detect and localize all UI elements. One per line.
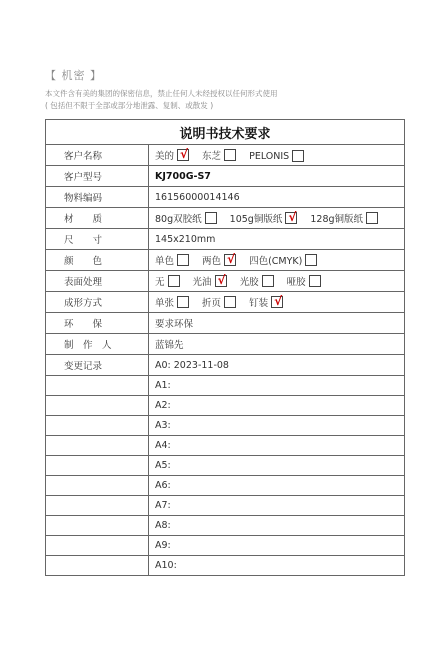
option-single-sheet xyxy=(155,295,189,309)
checkbox-midea[interactable] xyxy=(177,149,189,161)
option-label: 折页 xyxy=(202,298,222,309)
option-105g xyxy=(230,211,298,225)
option-stapled xyxy=(249,295,283,309)
label-size: 尺 寸 xyxy=(46,229,149,250)
option-128g xyxy=(310,211,378,225)
forming-options xyxy=(149,292,405,313)
option-label: 光胶 xyxy=(239,277,259,288)
row-material xyxy=(46,208,405,229)
checkbox-matte-laminate[interactable] xyxy=(309,275,321,287)
empty-label-cell xyxy=(46,536,149,556)
empty-label-cell xyxy=(46,516,149,536)
checkbox-105g[interactable] xyxy=(285,212,297,224)
checkbox-cmyk[interactable] xyxy=(305,254,317,266)
row-material-code xyxy=(46,187,405,208)
option-label: 光油 xyxy=(192,277,212,288)
option-pelonis xyxy=(249,150,304,162)
option-label: 东芝 xyxy=(202,150,222,162)
option-label: 128g铜版纸 xyxy=(310,214,364,225)
change-entry: A10: xyxy=(149,556,405,576)
checkbox-two-color[interactable] xyxy=(224,254,236,266)
customer-model-value: KJ700G-S7 xyxy=(149,166,405,187)
change-row xyxy=(46,536,405,556)
change-row xyxy=(46,456,405,476)
surface-options xyxy=(149,271,405,292)
checkbox-toshiba[interactable] xyxy=(224,149,236,161)
row-env xyxy=(46,313,405,334)
row-surface xyxy=(46,271,405,292)
label-customer-name: 客户名称 xyxy=(46,145,149,166)
change-entry: A2: xyxy=(149,396,405,416)
label-material-code: 物料编码 xyxy=(46,187,149,208)
change-entry: A0: 2023-11-08 xyxy=(149,355,405,376)
row-customer-model xyxy=(46,166,405,187)
checkbox-varnish[interactable] xyxy=(215,275,227,287)
change-entry: A5: xyxy=(149,456,405,476)
env-value: 要求环保 xyxy=(149,313,405,334)
option-label: 105g铜版纸 xyxy=(229,214,283,225)
label-forming: 成形方式 xyxy=(46,292,149,313)
label-author: 制 作 人 xyxy=(46,334,149,355)
empty-label-cell xyxy=(46,416,149,436)
change-row xyxy=(46,476,405,496)
confidential-label: 【 机密 】 xyxy=(45,69,102,82)
option-varnish xyxy=(193,274,227,288)
option-80g xyxy=(155,211,217,225)
spec-table xyxy=(45,119,405,576)
option-single-color xyxy=(155,253,189,267)
empty-label-cell xyxy=(46,556,149,576)
label-material: 材 质 xyxy=(46,208,149,229)
empty-label-cell xyxy=(46,476,149,496)
change-entry: A7: xyxy=(149,496,405,516)
change-row xyxy=(46,516,405,536)
label-surface: 表面处理 xyxy=(46,271,149,292)
label-color: 颜 色 xyxy=(46,250,149,271)
row-customer-name xyxy=(46,145,405,166)
size-value: 145x210mm xyxy=(149,229,405,250)
change-row xyxy=(46,416,405,436)
option-label: 两色 xyxy=(202,256,222,267)
change-entry: A9: xyxy=(149,536,405,556)
checkbox-single-color[interactable] xyxy=(177,254,189,266)
row-author xyxy=(46,334,405,355)
material-code-value: 16156000014146 xyxy=(149,187,405,208)
change-entry: A4: xyxy=(149,436,405,456)
option-matte-laminate xyxy=(287,274,321,288)
label-customer-model: 客户型号 xyxy=(46,166,149,187)
checkbox-folded[interactable] xyxy=(224,296,236,308)
change-entry: A6: xyxy=(149,476,405,496)
checkbox-gloss-laminate[interactable] xyxy=(262,275,274,287)
option-label: 美的 xyxy=(155,150,175,162)
row-change-log xyxy=(46,355,405,376)
label-env: 环 保 xyxy=(46,313,149,334)
author-value: 蓝锦先 xyxy=(149,334,405,355)
change-entry: A3: xyxy=(149,416,405,436)
checkbox-80g[interactable] xyxy=(205,212,217,224)
confidentiality-notice: 本文件含有美的集团的保密信息，禁止任何人未经授权以任何形式使用 xyxy=(45,89,278,98)
option-two-color xyxy=(202,253,236,267)
change-row xyxy=(46,396,405,416)
option-label: 单张 xyxy=(155,298,175,309)
change-row xyxy=(46,496,405,516)
customer-name-options xyxy=(149,145,405,166)
option-none xyxy=(155,274,180,288)
option-gloss-laminate xyxy=(240,274,274,288)
checkbox-none[interactable] xyxy=(168,275,180,287)
change-entry: A8: xyxy=(149,516,405,536)
label-change-log: 变更记录 xyxy=(46,355,149,376)
change-row xyxy=(46,436,405,456)
row-color xyxy=(46,250,405,271)
color-options xyxy=(149,250,405,271)
option-folded xyxy=(202,295,236,309)
option-label: 单色 xyxy=(155,256,175,267)
option-label: 哑胶 xyxy=(286,277,306,288)
change-row xyxy=(46,376,405,396)
checkbox-pelonis[interactable] xyxy=(292,150,304,162)
option-label: 四色(CMYK) xyxy=(249,256,303,267)
empty-label-cell xyxy=(46,436,149,456)
confidentiality-notice-scope: ( 包括但不限于全部或部分地泄露、复制、或散发 ) xyxy=(45,101,214,110)
checkbox-stapled[interactable] xyxy=(271,296,283,308)
table-title: 说明书技术要求 xyxy=(46,120,405,145)
checkbox-single-sheet[interactable] xyxy=(177,296,189,308)
option-label: 钉装 xyxy=(249,298,269,309)
option-label: 无 xyxy=(155,277,165,288)
material-options xyxy=(149,208,405,229)
row-forming xyxy=(46,292,405,313)
empty-label-cell xyxy=(46,456,149,476)
option-cmyk xyxy=(249,253,317,267)
row-size xyxy=(46,229,405,250)
option-toshiba xyxy=(202,148,236,162)
empty-label-cell xyxy=(46,376,149,396)
change-entry: A1: xyxy=(149,376,405,396)
option-label: 80g双胶纸 xyxy=(155,214,202,225)
empty-label-cell xyxy=(46,496,149,516)
checkbox-128g[interactable] xyxy=(366,212,378,224)
option-label: PELONIS xyxy=(249,150,290,162)
change-row xyxy=(46,556,405,576)
option-midea xyxy=(155,148,189,162)
empty-label-cell xyxy=(46,396,149,416)
